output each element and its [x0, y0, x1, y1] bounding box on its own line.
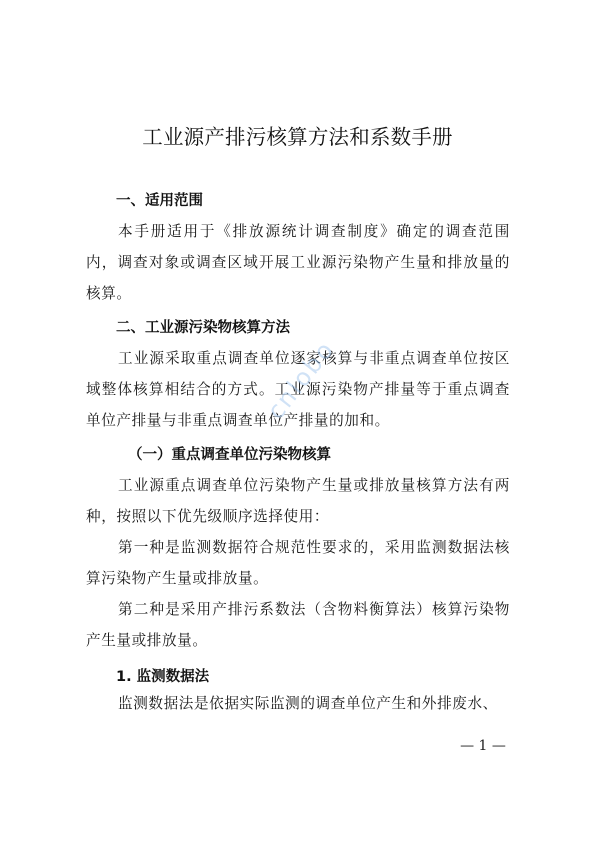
item-heading-monitoring: 1. 监测数据法 [116, 669, 210, 685]
section-heading-scope: 一、适用范围 [116, 193, 203, 209]
document-title: 工业源产排污核算方法和系数手册 [142, 125, 453, 149]
paragraph-methods: 工业源采取重点调查单位逐家核算与非重点调查单位按区域整体核算相结合的方式。工业源污染物产排量等于重点调查单位产排量与非重点调查单位产排量的加和。 [86, 350, 510, 429]
subsection-heading-key-units: （一）重点调查单位污染物核算 [128, 447, 331, 463]
paragraph-monitoring: 监测数据法是依据实际监测的调查单位产生和外排废水、 [118, 695, 498, 712]
paragraph-method-two: 第二种是采用产排污系数法（含物料衡算法）核算污染物产生量或排放量。 [86, 601, 510, 649]
section-heading-methods: 二、工业源污染物核算方法 [116, 320, 290, 336]
page-number: — 1 — [460, 738, 506, 754]
watermark: cnlobo [261, 335, 341, 425]
paragraph-method-one: 第一种是监测数据符合规范性要求的，采用监测数据法核算污染物产生量或排放量。 [86, 539, 510, 587]
paragraph-key-units-intro: 工业源重点调查单位污染物产生量或排放量核算方法有两种，按照以下优先级顺序选择使用： [86, 477, 510, 525]
paragraph-scope: 本手册适用于《排放源统计调查制度》确定的调查范围内，调查对象或调查区域开展工业源污染物产生量和排放量的核算。 [86, 223, 510, 302]
